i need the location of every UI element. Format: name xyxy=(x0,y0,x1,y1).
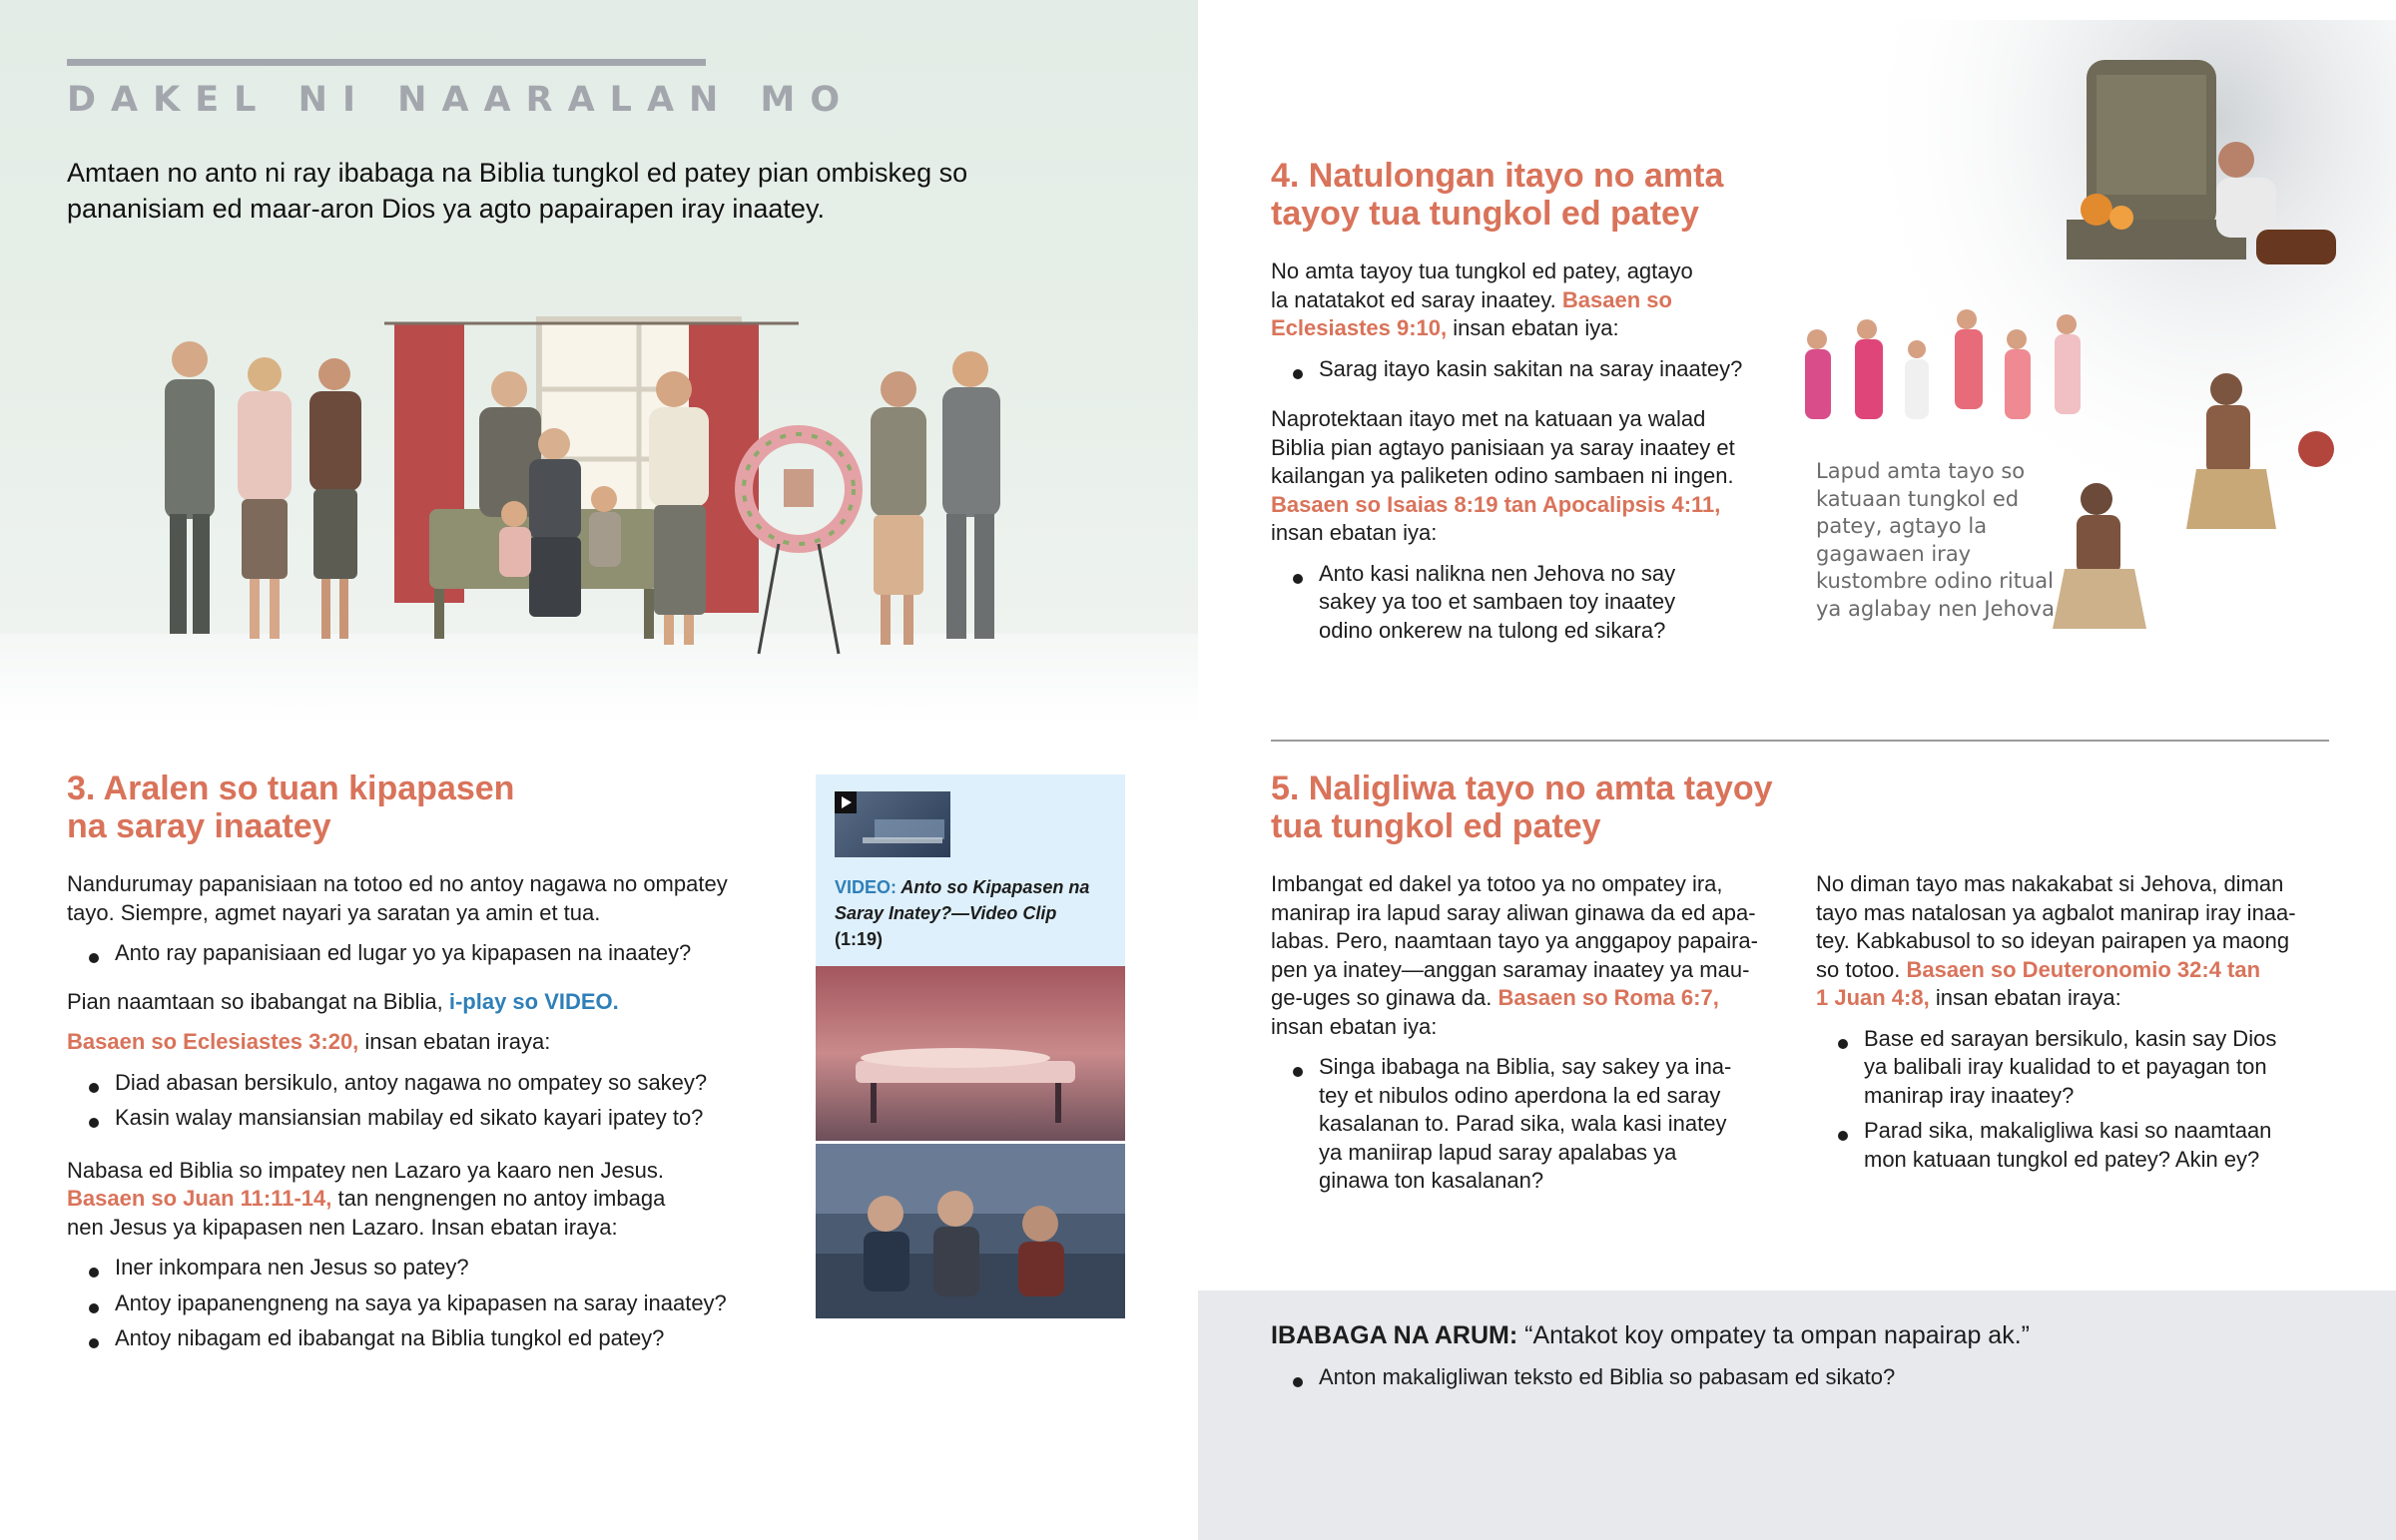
s4-p2-l1: Naprotektaan itayo met na katuaan ya walad xyxy=(1271,406,1706,431)
section-3-title-line1: 3. Aralen so tuan kipapasen xyxy=(67,770,515,807)
s4-p2-l3: kailangan ya paliketen odino sambaen ni ingen. xyxy=(1271,463,1734,488)
s4-text-3: insan ebatan iya: xyxy=(1447,315,1619,340)
question-item: Antoy ipapanengneng na saya ya kipapasen na saray inaatey? xyxy=(67,1289,746,1318)
question-item: Anton makaligliwan teksto ed Biblia so pabasam ed sikato? xyxy=(1271,1363,2349,1392)
intro-text: Amtaen no anto ni ray ibabaga na Biblia tungkol ed patey pian ombiskeg so pananisiam ed maar-aron Dios ya agto papairapen iray inaatey. xyxy=(67,158,968,224)
page-heading: DAKEL NI NAARALAN MO xyxy=(67,80,856,120)
section-5-title-line2: tua tungkol ed patey xyxy=(1271,807,1601,845)
section-4-title-line2: tayoy tua tungkol ed patey xyxy=(1271,195,1699,233)
play-icon xyxy=(835,791,950,857)
section-5-title xyxy=(1271,770,1773,845)
video-duration: (1:19) xyxy=(835,929,884,949)
section-5-column-2 xyxy=(1816,870,2335,1174)
section-3-body xyxy=(67,870,746,1353)
scripture-link-juan-11[interactable]: Basaen so Juan 11:11-14, xyxy=(67,1186,332,1211)
s4-text-1: No amta tayoy tua tungkol ed patey, agtayo xyxy=(1271,258,1693,283)
callout-questions xyxy=(1271,1363,2349,1392)
lazarus-text-1: Nabasa ed Biblia so impatey nen Lazaro ya kaaro nen Jesus. xyxy=(67,1157,665,1183)
s5-q2-l1: Base ed sarayan bersikulo, kasin say Dios xyxy=(1864,1025,2277,1051)
s5-q1-l2: tey et nibulos odino aperdona la ed saray xyxy=(1319,1082,1721,1108)
section-3-paragraph: Nandurumay papanisiaan na totoo ed no antoy nagawa no ompatey tayo. Siempre, agmet nayari ya saratan ya amin et tua. xyxy=(67,871,728,925)
s4-p2-l2: Biblia pian agtayo panisiaan ya saray inaatey et xyxy=(1271,434,1735,460)
section-4-body xyxy=(1271,257,1790,645)
section-4-title-line1: 4. Natulongan itayo no amta xyxy=(1271,157,1724,195)
hospital-bed-image xyxy=(816,966,1125,1141)
s5-q1-l1: Singa ibabaga na Biblia, say sakey ya ina- xyxy=(1319,1054,1732,1079)
video-thumbnail[interactable] xyxy=(835,791,950,857)
s4-text-2: la natatakot ed saray inaatey. xyxy=(1271,286,1562,312)
scripture-link-deuteronomio[interactable]: Basaen so Deuteronomio 32:4 tan xyxy=(1906,956,2261,982)
question-item: Anto ray papanisiaan ed lugar yo ya kipapasen na inaatey? xyxy=(67,939,746,968)
callout-label: IBABAGA NA ARUM: xyxy=(1271,1321,1518,1349)
question-item: Antoy nibagam ed ibabangat na Biblia tungkol ed patey? xyxy=(67,1324,746,1353)
scripture-link-isaias-apocalipsis[interactable]: Basaen so Isaias 8:19 tan Apocalipsis 4:11, xyxy=(1271,491,1721,517)
section-5-paragraph-1 xyxy=(1271,870,1790,1041)
s5-c1-l3: labas. Pero, naamtaan tayo ya anggapoy papaira- xyxy=(1271,928,1758,953)
funeral-illustration xyxy=(110,309,1078,709)
illustration-caption: Lapud amta tayo so katuaan tungkol ed patey, agtayo la gagawaen iray kustombre odino ritual ya aglabay nen Jehova xyxy=(1816,459,2055,621)
play-video-link[interactable]: i-play so VIDEO. xyxy=(448,988,619,1014)
question-item xyxy=(1816,1117,2335,1174)
scripture-link-eclesiastes-9-10[interactable]: Basaen so xyxy=(1561,286,1672,312)
s5-q2-l3: manirap iray inaatey? xyxy=(1864,1082,2075,1108)
mourners-image xyxy=(816,1144,1125,1318)
question-item xyxy=(1271,1053,1790,1196)
video-label: VIDEO: xyxy=(835,877,898,897)
video-instruction-text: Pian naamtaan so ibabangat na Biblia, xyxy=(67,988,449,1014)
lazarus-text-2: tan nengnengen no antoy imbaga xyxy=(331,1186,666,1211)
lazarus-text-3: nen Jesus ya kipapasen nen Lazaro. Insan ebatan iraya: xyxy=(67,1214,618,1240)
question-item: Sarag itayo kasin sakitan na saray inaatey? xyxy=(1271,355,1790,384)
lazarus-paragraph xyxy=(67,1157,746,1243)
s5-q1-l3: kasalanan to. Parad sika, wala kasi inatey xyxy=(1319,1111,1727,1136)
video-title: Anto so Kipapasen na Saray Inatey?—Video Clip xyxy=(835,877,1090,923)
section-5-column-1 xyxy=(1271,870,1790,1196)
s4-q2-l2: sakey ya too et sambaen toy inaatey xyxy=(1319,589,1676,614)
s5-c2-l2: tayo mas natalosan ya agbalot manirap iray inaa- xyxy=(1816,899,2296,925)
instruction-text: insan ebatan iraya: xyxy=(358,1029,551,1054)
s5-q1-l5: ginawa ton kasalanan? xyxy=(1319,1168,1544,1193)
scripture-instruction xyxy=(67,1028,746,1057)
s5-c1-l6: insan ebatan iya: xyxy=(1271,1013,1438,1039)
video-instruction xyxy=(67,988,746,1017)
s5-c1-l5: ge-uges so ginawa da. xyxy=(1271,985,1498,1010)
question-item xyxy=(1271,560,1790,646)
s5-c2-l4: so totoo. xyxy=(1816,956,1907,982)
s5-c2-l3: tey. Kabkabusol to so ideyan pairapen ya maong xyxy=(1816,928,2290,953)
s4-q2-l3: odino onkerew na tulong ed sikara? xyxy=(1319,617,1666,643)
section-5-paragraph-2 xyxy=(1816,870,2335,1013)
s5-c1-l4: pen ya inatey—anggan saramay inaatey ya mau- xyxy=(1271,956,1750,982)
question-item xyxy=(1816,1025,2335,1111)
question-item: Iner inkompara nen Jesus so patey? xyxy=(67,1254,746,1283)
s5-c2-l5: insan ebatan iraya: xyxy=(1929,985,2121,1010)
section-4-paragraph-1 xyxy=(1271,257,1790,343)
callout-quote: “Antakot koy ompatey ta ompan napairap ak.” xyxy=(1517,1321,2030,1349)
s5-q2-l2: ya balibali iray kualidad to et payagan ton xyxy=(1864,1054,2267,1079)
section-4-paragraph-2 xyxy=(1271,405,1790,548)
section-divider xyxy=(1271,740,2329,742)
scripture-link-eclesiastes-9-10-ref[interactable]: Eclesiastes 9:10, xyxy=(1271,315,1448,340)
s4-p2-text: insan ebatan iya: xyxy=(1271,520,1438,545)
scripture-link-roma-6-7[interactable]: Basaen so Roma 6:7, xyxy=(1498,985,1719,1010)
video-caption[interactable] xyxy=(835,874,1114,952)
s4-q2-l1: Anto kasi nalikna nen Jehova no say xyxy=(1319,560,1676,586)
section-3-title xyxy=(67,770,514,845)
question-item: Diad abasan bersikulo, antoy nagawa no ompatey so sakey? xyxy=(67,1069,746,1098)
heading-rule xyxy=(67,59,706,66)
s5-q3-l1: Parad sika, makaligliwa kasi so naamtaan xyxy=(1864,1118,2272,1143)
section-3-title-line2: na saray inaatey xyxy=(67,807,331,845)
scripture-link-eclesiastes-3-20[interactable]: Basaen so Eclesiastes 3:20, xyxy=(67,1029,359,1054)
section-5-title-line1: 5. Naligliwa tayo no amta tayoy xyxy=(1271,770,1773,807)
s5-c1-l2: manirap ira lapud saray aliwan ginawa da ed apa- xyxy=(1271,899,1756,925)
section-4-title xyxy=(1271,157,1723,233)
s5-q1-l4: ya maniirap lapud saray apalabas ya xyxy=(1319,1139,1677,1165)
callout-heading xyxy=(1271,1319,2349,1351)
s5-c1-l1: Imbangat ed dakel ya totoo ya no ompatey ira, xyxy=(1271,871,1723,896)
scripture-link-1-juan-4-8[interactable]: 1 Juan 4:8, xyxy=(1816,985,1930,1010)
question-item: Kasin walay mansiansian mabilay ed sikato kayari ipatey to? xyxy=(67,1104,746,1133)
s5-q3-l2: mon katuaan tungkol ed patey? Akin ey? xyxy=(1864,1146,2260,1172)
s5-c2-l1: No diman tayo mas nakakabat si Jehova, diman xyxy=(1816,871,2284,896)
